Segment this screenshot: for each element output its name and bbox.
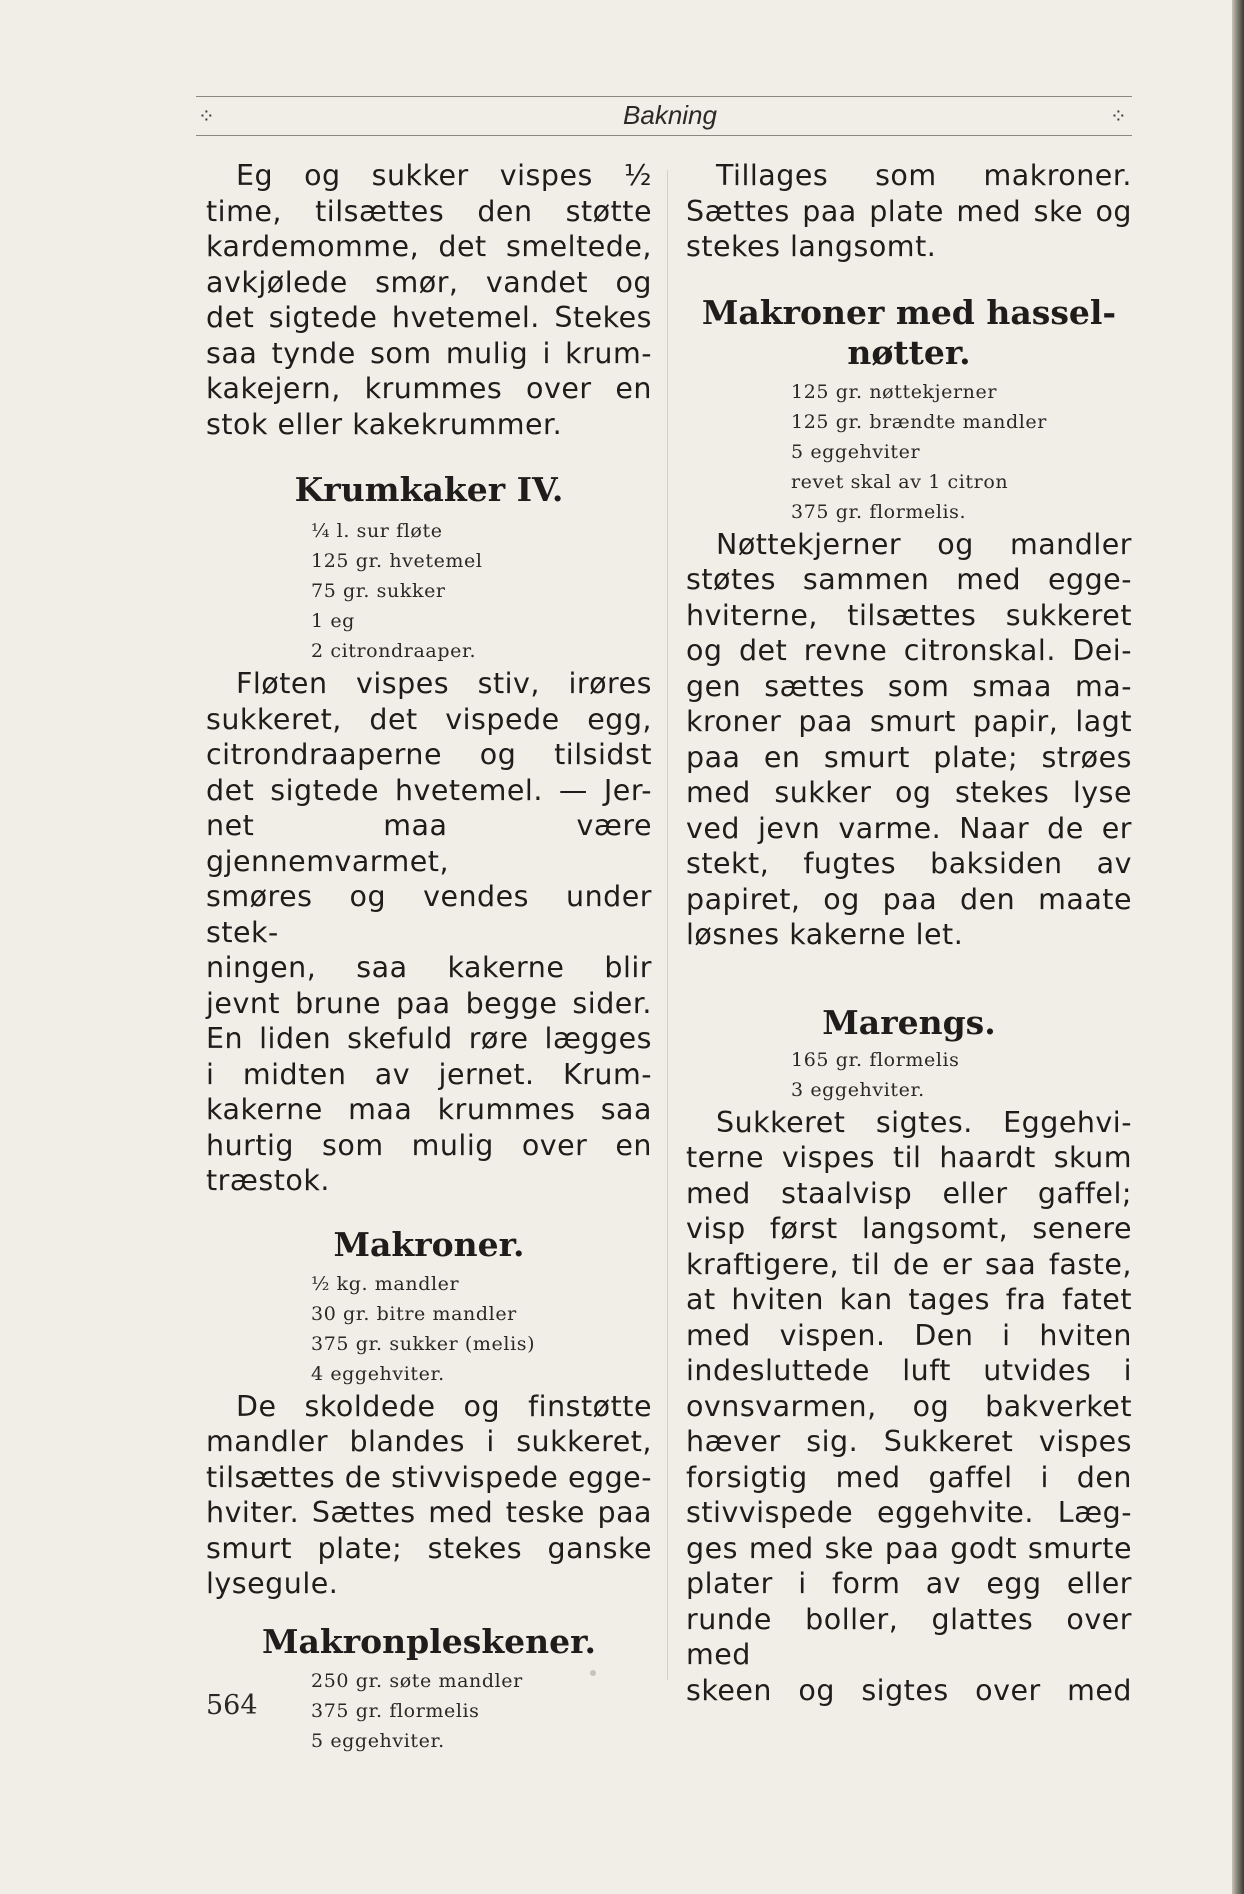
method-paragraph — [686, 527, 1132, 953]
text-line: ges med ske paa godt smurte — [686, 1531, 1132, 1565]
header-rule — [196, 96, 1132, 97]
text-line: terne vispes til haardt skum — [686, 1141, 1132, 1174]
text-line: ningen, saa kakerne blir — [206, 951, 652, 984]
ingredient-item: 250 gr. søte mandler — [311, 1669, 523, 1692]
text-line: gen sættes som smaa ma- — [686, 669, 1132, 703]
text-line: kraftigere, til de er saa faste, — [686, 1247, 1132, 1281]
method-paragraph — [206, 1389, 652, 1602]
right-column — [686, 158, 1132, 1708]
ingredient-list — [206, 1666, 652, 1756]
ingredient-item: 125 gr. nøttekjerner — [791, 380, 998, 403]
text-line: saa tynde som mulig i krum- — [206, 336, 652, 370]
intro-paragraph — [686, 158, 1132, 265]
ingredient-item: 5 eggehviter — [791, 440, 921, 463]
text-line: kroner paa smurt papir, lagt — [686, 705, 1132, 738]
text-line: De skoldede og finstøtte — [236, 1389, 652, 1423]
text-line: hurtig som mulig over en — [206, 1128, 652, 1162]
ingredient-item: 4 eggehviter. — [311, 1362, 445, 1385]
text-line: Sættes paa plate med ske og — [686, 194, 1132, 228]
text-line: ovnsvarmen, og bakverket — [686, 1389, 1132, 1423]
text-line: og det revne citronskal. Dei- — [686, 634, 1132, 667]
text-line: sukkeret, det vispede egg, — [206, 702, 652, 736]
text-line: mandler blandes i sukkeret, — [206, 1425, 652, 1458]
page-number: 564 — [206, 1690, 258, 1721]
text-line: at hviten kan tages fra fatet — [686, 1283, 1132, 1316]
text-line: stekes langsomt. — [686, 230, 937, 263]
text-line: jevnt brune paa begge sider. — [206, 986, 652, 1020]
print-speck — [590, 1670, 596, 1676]
recipe-heading-krumkaker: Krumkaker IV. — [294, 470, 564, 509]
text-line: lysegule. — [206, 1567, 339, 1600]
method-paragraph — [206, 666, 652, 1199]
text-line: tilsættes de stivvispede egge- — [206, 1460, 652, 1494]
text-line: Fløten vispes stiv, irøres — [236, 667, 652, 700]
recipe-heading-makroner: Makroner. — [333, 1224, 525, 1264]
text-line: plater i form av egg eller — [686, 1567, 1132, 1600]
text-line: stekt, fugtes baksiden av — [686, 847, 1132, 880]
text-line: i midten av jernet. Krum- — [206, 1057, 652, 1091]
ingredient-item: ½ kg. mandler — [311, 1272, 460, 1295]
ingredient-item: 375 gr. sukker (melis) — [311, 1332, 536, 1355]
ingredient-list — [206, 1269, 652, 1389]
recipe-heading-hasselnotter: Makroner med hassel- — [701, 292, 1117, 332]
text-line: træstok. — [206, 1164, 330, 1197]
text-line: paa en smurt plate; strøes — [686, 740, 1132, 774]
ingredient-list — [686, 1045, 1132, 1105]
text-line: time, tilsættes den støtte — [206, 194, 652, 228]
text-line: indesluttede luft utvides i — [686, 1354, 1132, 1387]
column-divider — [667, 170, 668, 1680]
ornament-left: ⁘ — [198, 104, 215, 128]
page-edge-shadow — [1232, 0, 1244, 1894]
left-column — [206, 158, 652, 1756]
recipe-heading-makronpleskener: Makronpleskener. — [261, 1621, 597, 1661]
ingredient-item: 125 gr. brændte mandler — [791, 410, 1047, 433]
text-line: Sukkeret sigtes. Eggehvi- — [716, 1105, 1132, 1139]
intro-paragraph — [206, 158, 652, 442]
text-line: løsnes kakerne let. — [686, 918, 964, 951]
ingredient-item: ¼ l. sur fløte — [311, 520, 443, 542]
text-line: citrondraaperne og tilsidst — [206, 738, 652, 771]
text-line: skeen og sigtes over med — [686, 1673, 1132, 1707]
text-line: visp først langsomt, senere — [686, 1212, 1132, 1245]
running-head: Bakning — [623, 100, 717, 130]
ornament-right: ⁘ — [1110, 104, 1127, 128]
ingredient-item: 75 gr. sukker — [311, 580, 446, 602]
text-line: med staalvisp eller gaffel; — [686, 1176, 1132, 1210]
text-line: kardemomme, det smeltede, — [206, 230, 652, 263]
ingredient-list — [686, 377, 1132, 527]
text-line: runde boller, glattes over med — [686, 1602, 1132, 1671]
text-line: ved jevn varme. Naar de er — [686, 811, 1132, 845]
text-line: forsigtig med gaffel i den — [686, 1460, 1132, 1494]
ingredient-item: 2 citrondraaper. — [311, 640, 477, 662]
method-paragraph — [686, 1105, 1132, 1709]
text-line: net maa være gjennemvarmet, — [206, 809, 652, 878]
ingredient-item: 3 eggehviter. — [791, 1078, 925, 1101]
recipe-heading-marengs: Marengs. — [822, 1002, 996, 1042]
text-line: Tillages som makroner. — [716, 159, 1132, 192]
text-line: hæver sig. Sukkeret vispes — [686, 1425, 1132, 1458]
ingredient-item: 375 gr. flormelis — [311, 1699, 480, 1722]
ingredient-item: 5 eggehviter. — [311, 1729, 445, 1752]
ingredient-item: 375 gr. flormelis. — [791, 500, 967, 523]
text-line: kakejern, krummes over en — [206, 372, 652, 405]
text-line: kakerne maa krummes saa — [206, 1093, 652, 1126]
text-line: stok eller kakekrummer. — [206, 407, 563, 441]
text-line: stivvispede eggehvite. Læg- — [686, 1496, 1132, 1529]
text-line: hviterne, tilsættes sukkeret — [686, 598, 1132, 632]
recipe-heading-hasselnotter-cont: nøtter. — [847, 332, 971, 372]
ingredient-list — [206, 516, 652, 666]
text-line: avkjølede smør, vandet og — [206, 265, 652, 299]
text-line: papiret, og paa den maate — [686, 882, 1132, 916]
text-line: det sigtede hvetemel. Stekes — [206, 301, 652, 334]
text-line: Nøttekjerner og mandler — [716, 527, 1132, 561]
ingredient-item: 165 gr. flormelis — [791, 1048, 960, 1071]
text-line: Eg og sukker vispes ½ — [236, 159, 652, 192]
header-rule — [196, 135, 1132, 136]
text-line: med sukker og stekes lyse — [686, 776, 1132, 809]
text-line: med vispen. Den i hviten — [686, 1318, 1132, 1352]
text-line: smøres og vendes under stek- — [206, 880, 652, 949]
text-line: En liden skefuld røre lægges — [206, 1022, 652, 1055]
ingredient-item: 125 gr. hvetemel — [311, 550, 483, 572]
text-line: smurt plate; stekes ganske — [206, 1531, 652, 1565]
ingredient-item: 30 gr. bitre mandler — [311, 1302, 517, 1325]
ingredient-item: 1 eg — [311, 610, 355, 632]
text-line: støtes sammen med egge- — [686, 563, 1132, 596]
text-line: hviter. Sættes med teske paa — [206, 1496, 652, 1529]
ingredient-item: revet skal av 1 citron — [791, 470, 1009, 493]
text-line: det sigtede hvetemel. — Jer- — [206, 773, 652, 807]
